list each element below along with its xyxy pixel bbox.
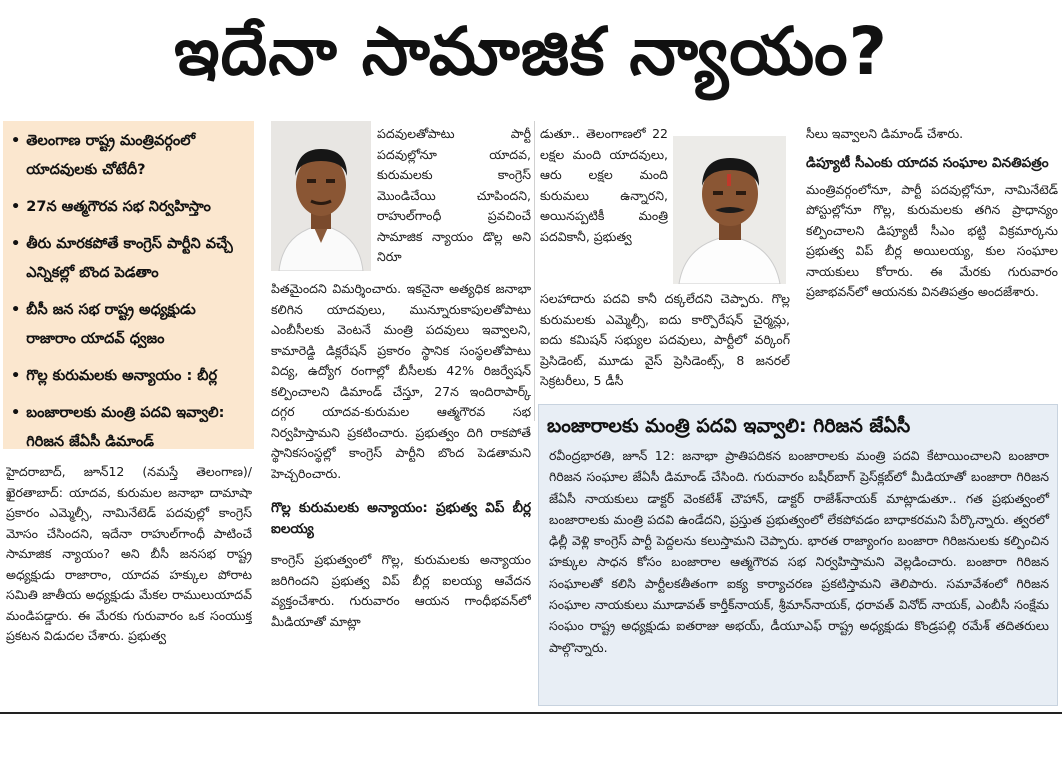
article-paragraph: సలహాదారు పదవి కానీ దక్కలేదని చెప్పారు. గొల్ల కురుమలకు ఎమ్మెల్సీ, ఐదు కార్పొరేషన్ చైర్మన్లు, ఐదు కమిషన్ సభ్యుల పదవులు, పార్టీలో వర్కింగ్ ప్రెసిడెంట్, మూడు వైస్ ప్రెసిడెంట్స్, 8 జనరల్ సెక్రటరీలు, 5 డీసీ: [540, 291, 790, 388]
article-paragraph: మంత్రివర్గంలోనూ, పార్టీ పదవుల్లోనూ, నామినేటెడ్ పోస్టుల్లోనూ గొల్ల, కురుమలకు తగిన ప్రాధాన్యం కల్పించాలని డిప్యూటీ సీఎం భట్టి విక్రమార్కను ప్రభుత్వ విప్ బీర్ల అయిలయ్య, కుల సంఘాల నాయకులు కోరారు. ఈ మేరకు గురువారం ప్రజాభవన్‌లో ఆయనకు వినతిపత్రం అందజేశారు.: [806, 181, 1058, 299]
column-2-body: [271, 279, 531, 707]
article-paragraph: హైదరాబాద్, జూన్12 (నమస్తే తెలంగాణ)/ఖైరతాబాద్: యాదవ, కురుమల జనాభా దామాషా ప్రకారం ఎమ్మెల్సీ, నామినేటెడ్ పదవుల్లో కాంగ్రెస్ మోసం చేసిందని, ఇదేనా రాహుల్‌గాంధీ పాటించే సామాజిక న్యాయం? అని బీసీ జనసభ రాష్ట్ర అధ్యక్షుడు రాజారాం, యాదవ హక్కుల పోరాట సమితి జాతీయ అధ్యక్షుడు మేకల రాములుయాదవ్ మండిపడ్డారు. ఈ మేరకు గురువారం ఒక సంయుక్త ప్రకటన విడుదల చేశారు. ప్రభుత్వ: [6, 464, 252, 643]
article-paragraph: పితమైందని విమర్శించారు. ఇకనైనా అత్యధిక జనాభా కలిగిన యాదవులు, మున్నూరుకాపులతోపాటు ఎంబీసీలకు వెంటనే మంత్రి పదవులు ఇవ్వాలని, కామారెడ్డి డిక్లరేషన్ ప్రకారం స్థానిక సంస్థలతోపాటు విద్య, ఉద్యోగ రంగాల్లో బీసీలకు 42% రిజర్వేషన్ కల్పించాలని డిమాండ్ చేస్తూ, 27న ఇందిరాపార్క్ దగ్గర యాదవ-కురుమల ఆత్మగౌరవ సభ నిర్వహిస్తామని ప్రకటించారు. ప్రభుత్వం దిగి రాకపోతే స్థానికసంస్థల్లో కాంగ్రెస్ పార్టీని బొంద పెడతామని హెచ్చరించారు.: [271, 281, 531, 481]
highlight-item: [11, 296, 248, 354]
boxed-story-title: బంజారాలకు మంత్రి పదవి ఇవ్వాలి: గిరిజన జేఏసీ: [547, 415, 911, 437]
highlight-text: తీరు మారకపోతే కాంగ్రెస్ పార్టీని వచ్చే ఎన్నికల్లో బొంద పెడతాం: [26, 236, 233, 281]
column-3-body: [540, 289, 790, 399]
subheading: డిప్యూటీ సీఎంకు యాదవ సంఘాల వినతిపత్రం: [806, 154, 1049, 171]
bullet-icon: •: [11, 405, 21, 421]
article-paragraph: డుతూ.. తెలంగాణలో 22 లక్షల మంది యాదవులు, ఆరు లక్షల మంది కురుమలు ఉన్నారని, అయినప్పటికీ మంత్రి పదవికానీ, ప్రభుత్వ: [540, 126, 668, 244]
boxed-story-body: [549, 445, 1049, 658]
highlight-item: [11, 127, 248, 185]
next-story-headline: [0, 724, 1062, 764]
bullet-icon: •: [11, 133, 21, 149]
boxed-story: [538, 404, 1058, 706]
bullet-icon: •: [11, 368, 21, 384]
headline: ఇదేనా సామాజిక న్యాయం?: [174, 12, 888, 90]
person-photo-icon: [673, 136, 786, 284]
subheading: గొల్ల కురుమలకు అన్యాయం: ప్రభుత్వ విప్ బీర్ల ఐలయ్య: [271, 500, 531, 537]
highlight-text: గొల్ల కురుమలకు అన్యాయం : బీర్ల: [26, 368, 218, 384]
bullet-icon: •: [11, 236, 21, 252]
article-paragraph: పదవులతోపాటు పార్టీ పదవుల్లోనూ యాదవ, కురుమలకు కాంగ్రెస్ మొండిచేయి చూపిందని, రాహుల్‌గాంధీ ప్రవచించే సామాజిక న్యాయం డొల్ల అని నిరూ: [377, 126, 531, 264]
bottom-rule: [0, 712, 1062, 714]
highlight-item: [11, 230, 248, 288]
article-paragraph: సీలు ఇవ్వాలని డిమాండ్ చేశారు.: [806, 126, 964, 141]
portrait-photo-1: [271, 121, 371, 271]
highlight-text: 27న ఆత్మగౌరవ సభ నిర్వహిస్తాం: [26, 199, 211, 215]
person-photo-icon: [271, 121, 371, 271]
highlight-text: తెలంగాణ రాష్ట్ర మంత్రివర్గంలో యాదవులకు చోటేదీ?: [26, 133, 196, 178]
column-divider: [534, 121, 535, 421]
bullet-icon: •: [11, 199, 21, 215]
column-2-top: [377, 124, 531, 268]
article-paragraph: కాంగ్రెస్ ప్రభుత్వంలో గొల్ల, కురుమలకు అన్యాయం జరిగిందని ప్రభుత్వ విప్ బీర్ల ఐలయ్య ఆవేదన వ్యక్తంచేశారు. గురువారం ఆయన గాంధీభవన్‌లో మీడియాతో మాట్లా: [271, 552, 531, 629]
column-1-body: [6, 462, 252, 707]
highlights-box: [3, 121, 254, 449]
highlight-text: బీసీ జన సభ రాష్ట్ర అధ్యక్షుడు రాజారాం యాదవ్ ధ్వజం: [26, 302, 196, 347]
highlight-item: [11, 193, 248, 222]
bullet-icon: •: [11, 302, 21, 318]
column-4: [806, 124, 1058, 396]
portrait-photo-2: [673, 136, 786, 284]
article-paragraph: రవీంద్రభారతి, జూన్ 12: జనాభా ప్రాతిపదికన బంజారాలకు మంత్రి పదవి కేటాయించాలని బంజారా గిరిజన సంఘాల జేఏసీ డిమాండ్ చేసింది. గురువారం బషీర్‌బాగ్ ప్రెస్‌క్లబ్‌లో మీడియాతో బంజారా గిరిజన జేఏసీ నాయకులు డాక్టర్ వెంకటేశ్ చౌహాన్, డాక్టర్ రాజేశ్‌నాయక్ మాట్లాడుతూ.. గత ప్రభుత్వంలో బంజారాలకు మంత్రి పదవి ఉండేదని, ప్రస్తుత ప్రభుత్వంలో లేకపోవడం బాధాకరమని పేర్కొన్నారు. త్వరలో ఢిల్లీ వెళ్లి కాంగ్రెస్ పార్టీ పెద్దలను కలుస్తామని చెప్పారు. భారత రాజ్యాంగం బంజారా గిరిజనులకు కల్పించిన హక్కుల సాధన కోసం బంజారాల ఆత్మగౌరవ సభ నిర్వహిస్తామని వెల్లడించారు. బంజారా గిరిజన సంఘాలతో కలిసి పార్టీలకతీతంగా ఐక్య కార్యాచరణ ప్రకటిస్తామని తెలిపారు. సమావేశంలో గిరిజన సంఘాల నాయకులు మూడావత్ కార్తీక్‌నాయక్, శ్రీమాన్‌నాయక్, ధరావత్ వినోద్ నాయక్, ఎంబీసీ సంక్షేమ సంఘం రాష్ట్ర అధ్యక్షుడు ఐతరాజు అభయ్, డీయూఎఫ్ రాష్ట్ర అధ్యక్షుడు కొండ్రపల్లి రమేశ్ తదితరులు పాల్గొన్నారు.: [549, 448, 1049, 655]
highlight-item: [11, 362, 248, 391]
highlight-item: [11, 399, 248, 457]
column-3-top: [540, 124, 668, 268]
highlight-text: బంజారాలకు మంత్రి పదవి ఇవ్వాలి: గిరిజన జేఏసీ డిమాండ్: [26, 405, 225, 450]
